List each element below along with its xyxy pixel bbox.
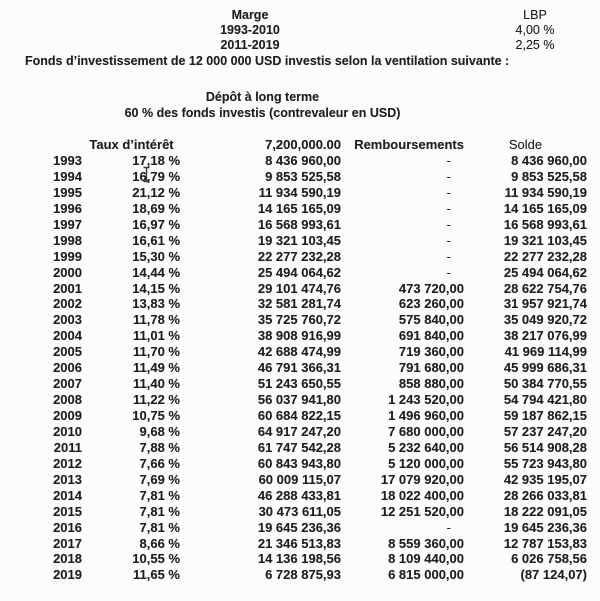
cell-balance: 50 384 770,55 [503,376,587,392]
cell-repayment: 5 120 000,00 [388,455,464,471]
cell-repayment: 791 680,00 [398,360,464,376]
cell-balance: 16 568 993,61 [503,216,587,232]
cell-deposit: 29 101 474,76 [257,280,341,296]
cell-repayment: 1 496 960,00 [388,408,464,423]
cell-interest-rate: 8,66 % [139,535,180,551]
table-row [0,281,587,297]
table-header-row [0,137,600,153]
cell-interest-rate: 11,70 % [133,344,180,360]
cell-repayment: - [446,248,451,264]
margin-rate-1993-2010: 4,00 % [515,23,555,38]
cell-balance: 54 794 421,80 [503,392,587,408]
cell-year: 2009 [53,408,82,423]
table-row [0,201,587,217]
cell-balance: 6 026 758,56 [511,551,587,567]
cell-interest-rate: 7,81 % [139,487,180,503]
cell-repayment: - [446,153,451,168]
cell-repayment: 473 720,00 [398,280,464,296]
cell-balance: 38 217 076,99 [503,328,587,344]
cell-deposit: 56 037 941,80 [257,392,341,408]
cell-deposit: 16 568 993,61 [257,216,341,232]
cell-balance: 28 622 754,76 [503,280,587,296]
header-repayments: Remboursements [354,137,464,152]
cell-balance: 22 277 232,28 [503,248,587,264]
header-year [0,137,82,153]
cell-balance: 57 237 247,20 [503,423,587,439]
table-row [0,472,587,488]
cell-deposit: 32 581 281,74 [257,296,341,312]
cell-deposit: 60 009 115,07 [258,471,341,487]
cell-deposit: 64 917 247,20 [257,423,341,439]
margin-title: Marge [231,8,269,22]
table-row [0,169,587,185]
cell-deposit: 6 728 875,93 [265,567,341,583]
cell-deposit: 25 494 064,62 [257,264,341,280]
cell-interest-rate: 16,79 % [132,168,180,184]
cell-interest-rate: 13,83 % [132,296,180,312]
intro-line: Fonds d’investissement de 12 000 000 USD investis selon la ventilation suivante : [25,54,510,68]
cell-interest-rate: 11,01 % [133,328,180,344]
cell-interest-rate: 16,97 % [132,216,180,232]
cell-year: 1993 [53,153,82,168]
cell-year: 1999 [53,248,82,264]
cell-deposit: 14 165 165,09 [257,200,341,216]
cell-interest-rate: 7,88 % [139,439,180,455]
cell-deposit: 8 436 960,00 [265,153,341,168]
cell-balance: 9 853 525,58 [511,168,587,184]
cell-deposit: 60 843 943,80 [257,455,341,471]
cell-repayment: 7 680 000,00 [388,423,464,439]
margin-rate-2011-2019: 2,25 % [515,38,555,53]
cell-year: 2014 [53,487,82,503]
table-row [0,376,587,392]
cell-interest-rate: 14,15 % [132,280,180,296]
cell-deposit: 30 473 611,05 [258,503,341,519]
cell-repayment: - [446,168,451,184]
cell-balance: 11 934 590,19 [504,184,587,200]
cell-year: 1995 [53,184,82,200]
table-row [0,344,587,360]
cell-year: 2000 [53,264,82,280]
cell-deposit: 19 321 103,45 [257,232,341,248]
cell-year: 1994 [53,168,82,184]
cell-balance: 55 723 943,80 [503,455,587,471]
cell-repayment: - [446,232,451,248]
cell-year: 2019 [53,567,82,583]
cell-year: 2013 [53,471,82,487]
cell-balance: 41 969 114,99 [504,344,587,360]
deposit-table [0,137,600,583]
cell-interest-rate: 17,18 % [132,153,180,168]
cell-deposit: 61 747 542,28 [257,439,341,455]
cell-balance: 12 787 153,83 [503,535,587,551]
cell-year: 2016 [53,519,82,535]
section-title: Dépôt à long terme [205,90,320,104]
cell-balance: 18 222 091,05 [503,503,587,519]
cell-interest-rate: 7,69 % [139,471,180,487]
table-row [0,249,587,265]
cell-deposit: 51 243 650,55 [257,376,341,392]
table-row [0,392,587,408]
cell-deposit: 19 645 236,36 [257,519,341,535]
cell-year: 2018 [53,551,82,567]
table-row [0,536,587,552]
cell-balance: 19 321 103,45 [503,232,587,248]
table-row [0,265,587,281]
cell-repayment: - [446,519,451,535]
table-row [0,360,587,376]
table-row [0,440,587,456]
table-row [0,217,587,233]
cell-repayment: 623 260,00 [398,296,464,312]
cell-balance: 8 436 960,00 [511,153,587,168]
cell-repayment: 691 840,00 [398,328,464,344]
cell-repayment: 575 840,00 [398,312,464,328]
header-interest-rate: Taux d’intérêt [89,137,174,152]
cell-interest-rate: 21,12 % [132,184,180,200]
table-row [0,296,587,312]
cell-interest-rate: 14,44 % [132,264,180,280]
cell-year: 2004 [53,328,82,344]
cell-balance: 14 165 165,09 [503,200,587,216]
cell-repayment: 17 079 920,00 [380,471,464,487]
cell-balance: 28 266 033,81 [503,487,587,503]
header-deposit-amount: 7,200,000.00 [265,137,341,152]
cell-year: 2017 [53,535,82,551]
cell-repayment: - [446,216,451,232]
cell-deposit: 35 725 760,72 [257,312,341,328]
cell-deposit: 46 791 366,31 [257,360,341,376]
cell-year: 2015 [53,503,82,519]
cell-repayment: 6 815 000,00 [388,567,464,583]
cell-year: 2007 [53,376,82,392]
lbp-block [470,8,600,54]
cell-repayment: 18 022 400,00 [380,487,464,503]
cell-year: 2001 [53,280,82,296]
cell-balance: (87 124,07) [520,567,587,583]
cell-year: 2003 [53,312,82,328]
cell-deposit: 46 288 433,81 [257,487,341,503]
cell-balance: 35 049 920,72 [503,312,587,328]
cell-interest-rate: 18,69 % [132,200,180,216]
table-row [0,520,587,536]
cell-balance: 56 514 908,28 [503,439,587,455]
cell-deposit: 11 934 590,19 [258,184,341,200]
cell-interest-rate: 9,68 % [139,423,180,439]
cell-repayment: 12 251 520,00 [380,503,464,519]
cell-interest-rate: 11,40 % [133,376,180,392]
cell-repayment: 719 360,00 [398,344,464,360]
cell-balance: 45 999 686,31 [503,360,587,376]
cell-year: 1998 [53,232,82,248]
cell-deposit: 60 684 822,15 [257,408,341,423]
table-row [0,233,587,249]
section-subtitle: 60 % des fonds investis (contrevaleur en USD) [124,105,401,120]
cell-year: 1996 [53,200,82,216]
cell-year: 2012 [53,455,82,471]
table-row [0,551,587,567]
cell-repayment: - [446,264,451,280]
cell-year: 2002 [53,296,82,312]
margin-period-1993-2010: 1993-2010 [220,23,280,38]
cell-repayment: 1 243 520,00 [388,392,464,408]
cell-deposit: 38 908 916,99 [257,328,341,344]
cell-interest-rate: 10,75 % [132,408,180,423]
cell-deposit: 21 346 513,83 [257,535,341,551]
table-body [0,153,587,583]
section-block [0,90,525,121]
cell-repayment: 8 109 440,00 [388,551,464,567]
cell-interest-rate: 16,61 % [132,232,180,248]
cell-repayment: - [446,184,451,200]
cell-balance: 19 645 236,36 [503,519,587,535]
table-row [0,312,587,328]
cell-interest-rate: 7,81 % [139,503,180,519]
table-row [0,328,587,344]
cell-balance: 31 957 921,74 [503,296,587,312]
cell-year: 2011 [53,439,82,455]
cell-repayment: - [446,200,451,216]
cell-repayment: 5 232 640,00 [388,439,464,455]
cell-balance: 42 935 195,07 [503,471,587,487]
cell-deposit: 9 853 525,58 [265,168,341,184]
table-row [0,408,587,424]
table-row [0,185,587,201]
currency-label: LBP [523,8,547,22]
cell-interest-rate: 11,49 % [133,360,180,376]
cell-interest-rate: 11,78 % [133,312,180,328]
cell-balance: 59 187 862,15 [503,408,587,423]
table-row [0,153,587,169]
table-row [0,504,587,520]
table-row [0,456,587,472]
cell-balance: 25 494 064,62 [503,264,587,280]
margin-block [0,8,500,54]
cell-deposit: 22 277 232,28 [257,248,341,264]
cell-year: 2010 [53,423,82,439]
header-balance: Solde [508,137,543,152]
table-row [0,567,587,583]
cell-year: 2005 [53,344,82,360]
cell-deposit: 42 688 474,99 [257,344,341,360]
cell-interest-rate: 11,22 % [133,392,180,408]
cell-deposit: 14 136 198,56 [257,551,341,567]
cell-interest-rate: 7,81 % [139,519,180,535]
ibeam-cursor-artifact [142,166,151,183]
table-row [0,488,587,504]
margin-period-2011-2019: 2011-2019 [220,38,280,53]
cell-interest-rate: 15,30 % [132,248,180,264]
cell-interest-rate: 7,66 % [139,455,180,471]
cell-repayment: 858 880,00 [398,376,464,392]
cell-interest-rate: 10,55 % [132,551,180,567]
cell-interest-rate: 11,65 % [133,567,180,583]
cell-repayment: 8 559 360,00 [388,535,464,551]
table-row [0,424,587,440]
cell-year: 2008 [53,392,82,408]
cell-year: 2006 [53,360,82,376]
cell-year: 1997 [53,216,82,232]
